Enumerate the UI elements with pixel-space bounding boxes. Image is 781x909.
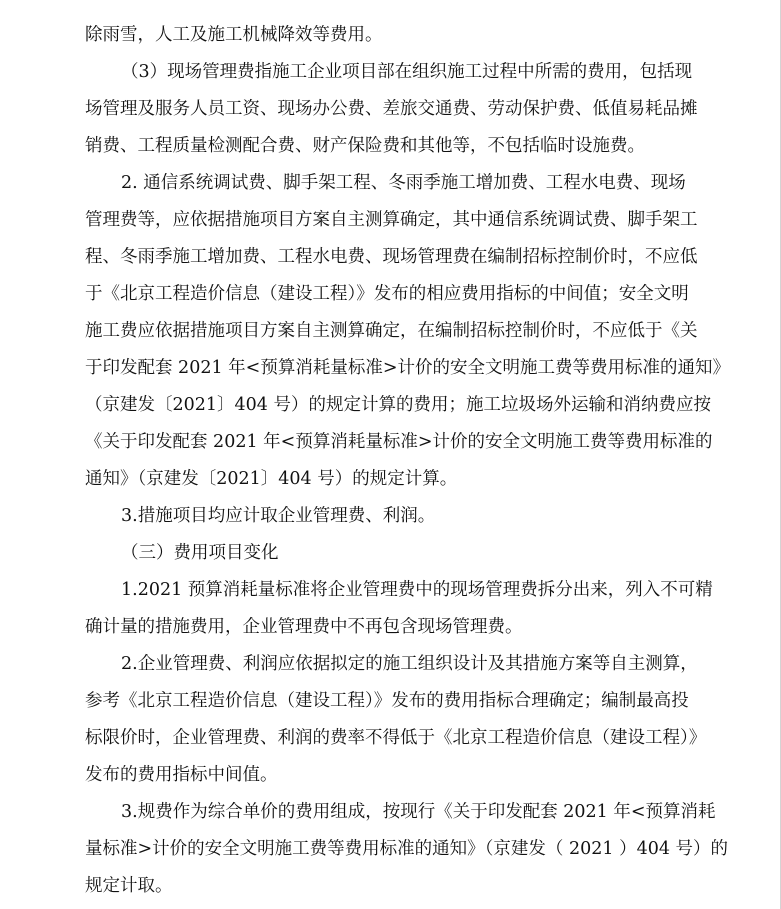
text-line: 3.规费作为综合单价的费用组成，按现行《关于印发配套 2021 年<预算消耗: [121, 802, 716, 822]
text-line: 施工费应依据措施项目方案自主测算确定，在编制招标控制价时，不应低于《关: [85, 321, 698, 341]
text-line: 《关于印发配套 2021 年<预算消耗量标准>计价的安全文明施工费等费用标准的: [85, 432, 713, 452]
text-line: 程、冬雨季施工增加费、工程水电费、现场管理费在编制招标控制价时，不应低: [85, 247, 698, 267]
text-line: 量标准>计价的安全文明施工费等费用标准的通知》（京建发（ 2021 ）404 号）的: [85, 839, 729, 859]
paragraph: [85, 535, 739, 572]
text-line: 于印发配套 2021 年<预算消耗量标准>计价的安全文明施工费等费用标准的通知》: [85, 358, 730, 378]
text-line: 3.措施项目均应计取企业管理费、利润。: [121, 506, 436, 526]
paragraph: [85, 17, 739, 54]
paragraph: [85, 794, 739, 905]
text-line: 管理费等，应依据措施项目方案自主测算确定，其中通信系统调试费、脚手架工: [85, 210, 698, 230]
text-line: （三）费用项目变化: [121, 543, 279, 563]
text-line: 除雨雪，人工及施工机械降效等费用。: [85, 25, 383, 45]
text-line: 标限价时，企业管理费、利润的费率不得低于《北京工程造价信息（建设工程）》: [85, 728, 707, 748]
text-line: （3）现场管理费指施工企业项目部在组织施工过程中所需的费用，包括现: [121, 62, 693, 82]
text-line: 确计量的措施费用，企业管理费中不再包含现场管理费。: [85, 617, 523, 637]
text-line: 规定计取。: [85, 876, 173, 896]
paragraph: [85, 498, 739, 535]
text-line: 参考《北京工程造价信息（建设工程）》发布的费用指标合理确定；编制最高投: [85, 691, 689, 711]
paragraph: [85, 165, 739, 498]
text-line: 2.企业管理费、利润应依据拟定的施工组织设计及其措施方案等自主测算，: [121, 654, 698, 674]
paragraph: [85, 572, 739, 646]
text-line: 通知》（京建发〔2021〕404 号）的规定计算。: [85, 469, 458, 489]
text-line: （京建发〔2021〕404 号）的规定计算的费用；施工垃圾场外运输和消纳费应按: [85, 395, 711, 415]
document-body: [85, 17, 739, 905]
paragraph: [85, 54, 739, 165]
text-line: 发布的费用指标中间值。: [85, 765, 278, 785]
text-line: 销费、工程质量检测配合费、财产保险费和其他等，不包括临时设施费。: [85, 136, 645, 156]
text-line: 场管理及服务人员工资、现场办公费、差旅交通费、劳动保护费、低值易耗品摊: [85, 99, 698, 119]
text-line: 1.2021 预算消耗量标准将企业管理费中的现场管理费拆分出来，列入不可精: [121, 580, 713, 600]
paragraph: [85, 646, 739, 794]
text-line: 2. 通信系统调试费、脚手架工程、冬雨季施工增加费、工程水电费、现场: [121, 173, 686, 193]
text-line: 于《北京工程造价信息（建设工程）》发布的相应费用指标的中间值；安全文明: [85, 284, 689, 304]
